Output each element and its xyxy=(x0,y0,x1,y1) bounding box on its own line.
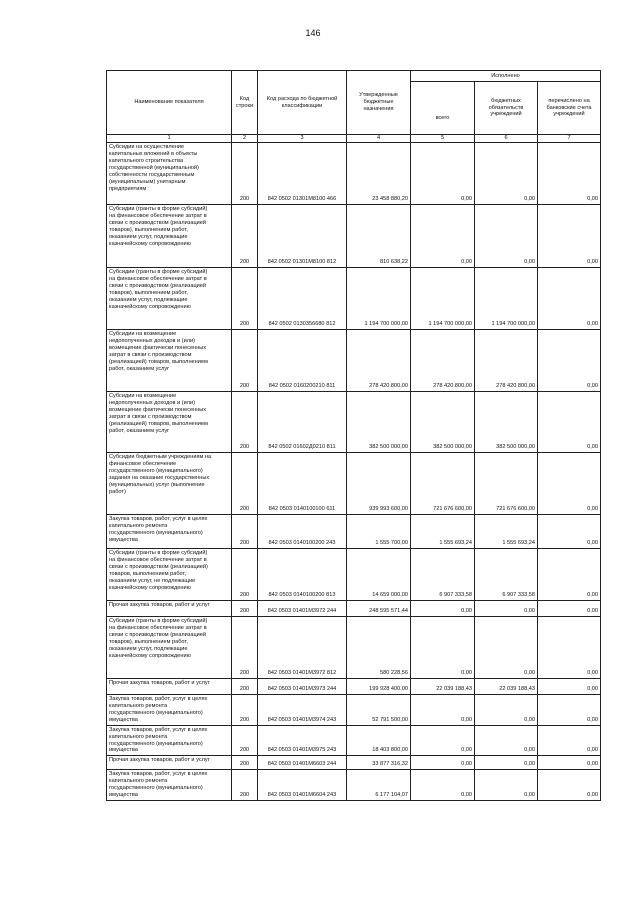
row-approved-text: 52 791 500,00 xyxy=(372,716,408,723)
row-kbk-text: 842 0502 0160200210 811 xyxy=(268,383,336,390)
row-kbk xyxy=(258,756,347,770)
row-kbk xyxy=(258,679,347,695)
row-executed-total-text: 278 420 800,00 xyxy=(433,383,472,390)
row-approved-text: 580 228,56 xyxy=(380,670,408,677)
row-executed-obligations-text: 22 039 188,43 xyxy=(499,686,535,693)
row-executed-obligations-text: 0,00 xyxy=(524,761,535,768)
row-name xyxy=(107,601,232,617)
row-code xyxy=(232,392,258,453)
budget-execution-table xyxy=(106,70,601,801)
row-name-text: Закупка товаров, работ, услуг в целях капитального ремонта государственного (муниципального) имущества xyxy=(109,726,208,754)
row-name-text: Субсидии (гранты в форме субсидий) на финансовое обеспечение затрат в связи с производством (реализацией товаров), выполнением работ, оказанием услуг, подлежащие казначейскому сопровождению xyxy=(109,269,208,310)
row-executed-transferred-text: 0,00 xyxy=(587,747,599,754)
row-name xyxy=(107,515,232,549)
table-row xyxy=(107,392,601,453)
row-executed-total-text: 1 194 700 000,00 xyxy=(428,321,472,328)
row-code xyxy=(232,143,258,205)
row-code-text: 200 xyxy=(239,670,250,677)
row-executed-transferred-text: 0,00 xyxy=(587,670,599,677)
row-kbk xyxy=(258,515,347,549)
row-name-text: Закупка товаров, работ, услуг в целях капитального ремонта государственного (муниципального) имущества xyxy=(109,516,208,543)
row-code-text: 200 xyxy=(239,444,250,451)
row-executed-obligations xyxy=(475,453,538,515)
row-executed-obligations-text: 0,00 xyxy=(524,608,535,615)
row-executed-total xyxy=(411,330,475,392)
row-executed-total-text: 0,00 xyxy=(461,747,472,754)
row-code-text: 200 xyxy=(239,716,250,723)
header-total: всего xyxy=(411,82,475,135)
row-approved-text: 1 555 700,00 xyxy=(375,540,408,547)
row-approved xyxy=(347,679,411,695)
row-name-text: Субсидии на возмещение недополученных доходов и (или) возмещение фактически понесенных затрат в связи с производством (реализацией) товаров, выполнением работ, оказанием услуг xyxy=(109,331,208,372)
row-code-text: 200 xyxy=(239,792,250,799)
row-code xyxy=(232,695,258,726)
table-row xyxy=(107,330,601,392)
row-executed-transferred xyxy=(538,695,601,726)
row-name xyxy=(107,392,232,453)
row-code-text: 200 xyxy=(239,686,250,693)
row-executed-obligations xyxy=(475,679,538,695)
row-executed-transferred-text: 0,00 xyxy=(587,608,599,615)
row-approved xyxy=(347,617,411,679)
row-executed-obligations xyxy=(475,695,538,726)
row-code-text: 200 xyxy=(239,592,250,599)
row-kbk-text: 842 0502 0130356680 812 xyxy=(268,321,336,328)
column-number: 2 xyxy=(232,135,258,143)
row-kbk xyxy=(258,549,347,601)
row-code xyxy=(232,515,258,549)
row-executed-total xyxy=(411,549,475,601)
row-approved xyxy=(347,695,411,726)
row-code-text: 200 xyxy=(239,506,250,513)
row-executed-total-text: 0,00 xyxy=(461,196,472,203)
row-name-text: Субсидии (гранты в форме субсидий) на финансовое обеспечение затрат в связи с производством (реализацией товаров), выполнением работ, оказанием услуг, подлежащие казначейскому сопровождению xyxy=(109,618,208,659)
row-executed-obligations-text: 0,00 xyxy=(524,259,535,266)
row-code-text: 200 xyxy=(239,196,250,203)
row-executed-total-text: 0,00 xyxy=(461,608,472,615)
row-approved xyxy=(347,515,411,549)
row-approved-text: 278 420 800,00 xyxy=(369,383,408,390)
row-kbk xyxy=(258,453,347,515)
row-name xyxy=(107,330,232,392)
row-executed-obligations xyxy=(475,617,538,679)
row-approved-text: 18 403 800,00 xyxy=(372,747,408,754)
row-executed-transferred xyxy=(538,205,601,268)
row-name xyxy=(107,695,232,726)
row-executed-total xyxy=(411,770,475,801)
header-code: Код строки xyxy=(232,71,258,135)
row-approved xyxy=(347,549,411,601)
row-executed-obligations xyxy=(475,515,538,549)
row-name-text: Субсидии на осуществление капитальных вложений в объекты капитального строительства государственной (муниципальной) собственности государственным (муниципальным) унитарным предприятиям xyxy=(109,144,199,192)
row-executed-total-text: 0,00 xyxy=(461,716,472,723)
row-executed-transferred xyxy=(538,392,601,453)
row-executed-obligations-text: 0,00 xyxy=(524,792,535,799)
table-row xyxy=(107,549,601,601)
row-kbk-text: 842 0502 01301М8100 812 xyxy=(267,259,337,266)
page-number: 146 xyxy=(305,28,321,38)
header-kbk: Код расхода по бюджетной классификации xyxy=(258,71,347,135)
row-approved-text: 14 659 000,00 xyxy=(372,592,408,599)
row-code xyxy=(232,756,258,770)
row-name-text: Субсидии (гранты в форме субсидий) на финансовое обеспечение затрат в связи с производством (реализацией товаров), выполнением работ, оказанием услуг, подлежащие казначейскому сопровождению xyxy=(109,206,208,247)
row-kbk-text: 842 0503 01401М6603 244 xyxy=(267,761,337,768)
row-name-text: Субсидии бюджетным учреждениям на финансовое обеспечение государственного (муниципального) задания на оказание государственных (муниципальных) услуг (выполнение работ) xyxy=(109,454,212,495)
row-executed-total xyxy=(411,392,475,453)
row-approved-text: 382 500 000,00 xyxy=(369,444,408,451)
row-code xyxy=(232,549,258,601)
row-executed-transferred xyxy=(538,679,601,695)
row-code xyxy=(232,205,258,268)
header-budget-obligations: бюджетных обязательств учреждений xyxy=(475,82,538,135)
row-executed-transferred-text: 0,00 xyxy=(587,716,599,723)
row-executed-obligations xyxy=(475,205,538,268)
table-row xyxy=(107,725,601,756)
row-kbk xyxy=(258,601,347,617)
column-number: 3 xyxy=(258,135,347,143)
row-executed-total xyxy=(411,679,475,695)
row-code-text: 200 xyxy=(239,608,250,615)
header-executed: Исполнено xyxy=(411,71,601,82)
row-kbk-text: 842 0503 0140100100 611 xyxy=(268,506,336,513)
row-executed-obligations xyxy=(475,601,538,617)
row-kbk-text: 842 0503 01401М6604 243 xyxy=(267,792,337,799)
table-row xyxy=(107,770,601,801)
row-approved xyxy=(347,330,411,392)
row-executed-total-text: 1 555 693,24 xyxy=(439,540,472,547)
row-code xyxy=(232,601,258,617)
column-number-row xyxy=(107,135,601,143)
row-code-text: 200 xyxy=(239,259,250,266)
row-executed-transferred-text: 0,00 xyxy=(587,686,599,693)
row-kbk xyxy=(258,268,347,330)
header-approved: Утвержденные бюджетные назначения xyxy=(347,71,411,135)
table-row xyxy=(107,617,601,679)
row-executed-transferred-text: 0,00 xyxy=(587,592,599,599)
column-number: 4 xyxy=(347,135,411,143)
row-approved xyxy=(347,601,411,617)
row-executed-total xyxy=(411,143,475,205)
row-executed-transferred xyxy=(538,453,601,515)
row-kbk-text: 842 0503 0140100200 813 xyxy=(268,592,336,599)
row-approved xyxy=(347,725,411,756)
row-kbk-text: 842 0503 01401М3972 812 xyxy=(267,670,337,677)
row-name-text: Прочая закупка товаров, работ и услуг xyxy=(109,602,210,608)
row-name-text: Закупка товаров, работ, услуг в целях капитального ремонта государственного (муниципального) имущества xyxy=(109,771,208,799)
row-executed-total xyxy=(411,756,475,770)
row-executed-obligations-text: 278 420 800,00 xyxy=(496,383,535,390)
row-approved-text: 939 993 600,00 xyxy=(369,506,408,513)
row-executed-transferred-text: 0,00 xyxy=(587,444,599,451)
row-executed-total-text: 22 039 188,43 xyxy=(436,686,472,693)
table-body xyxy=(107,143,601,801)
row-name xyxy=(107,143,232,205)
row-kbk-text: 842 0503 01401М3975 243 xyxy=(267,747,337,754)
row-executed-total xyxy=(411,515,475,549)
row-executed-total xyxy=(411,268,475,330)
row-executed-obligations xyxy=(475,770,538,801)
row-code xyxy=(232,679,258,695)
row-executed-total xyxy=(411,601,475,617)
row-name-text: Прочая закупка товаров, работ и услуг xyxy=(109,757,210,764)
row-executed-transferred-text: 0,00 xyxy=(587,540,599,547)
row-name xyxy=(107,268,232,330)
row-name xyxy=(107,756,232,770)
row-code xyxy=(232,453,258,515)
column-number: 6 xyxy=(475,135,538,143)
row-kbk xyxy=(258,330,347,392)
row-executed-total-text: 0,00 xyxy=(461,761,472,768)
row-executed-obligations-text: 0,00 xyxy=(524,747,535,754)
row-executed-total-text: 6 907 333,58 xyxy=(439,592,472,599)
row-executed-obligations-text: 382 500 000,00 xyxy=(496,444,535,451)
row-approved xyxy=(347,268,411,330)
row-kbk-text: 842 0502 01602Д0210 811 xyxy=(268,444,336,451)
row-executed-total-text: 721 676 600,00 xyxy=(433,506,472,513)
table-row xyxy=(107,205,601,268)
row-approved-text: 33 877 316,32 xyxy=(372,761,408,768)
row-executed-obligations-text: 6 907 333,58 xyxy=(502,592,535,599)
row-kbk-text: 842 0503 01401М3974 243 xyxy=(267,716,337,723)
row-executed-obligations xyxy=(475,549,538,601)
row-approved xyxy=(347,453,411,515)
row-executed-obligations xyxy=(475,143,538,205)
row-executed-transferred-text: 0,00 xyxy=(587,259,599,266)
row-executed-obligations-text: 721 676 600,00 xyxy=(496,506,535,513)
row-executed-total xyxy=(411,695,475,726)
header-transferred: перечислено на банковские счета учреждений xyxy=(538,82,601,135)
row-executed-transferred-text: 0,00 xyxy=(587,383,599,390)
row-name-text: Субсидии на возмещение недополученных доходов и (или) возмещение фактически понесенных затрат в связи с производством (реализацией) товаров, выполнением работ, оказанием услуг xyxy=(109,393,208,434)
row-approved xyxy=(347,392,411,453)
row-approved-text: 199 928 400,00 xyxy=(369,686,408,693)
row-executed-transferred-text: 0,00 xyxy=(587,506,599,513)
row-kbk-text: 842 0503 0140100200 243 xyxy=(268,540,336,547)
row-kbk xyxy=(258,143,347,205)
row-executed-total-text: 382 500 000,00 xyxy=(433,444,472,451)
row-kbk xyxy=(258,205,347,268)
row-executed-obligations-text: 0,00 xyxy=(524,670,535,677)
column-number: 5 xyxy=(411,135,475,143)
row-approved xyxy=(347,205,411,268)
row-name xyxy=(107,770,232,801)
row-kbk xyxy=(258,617,347,679)
row-name-text: Субсидии (гранты в форме субсидий) на финансовое обеспечение затрат в связи с производством (реализацией) товаров, выполнением работ, оказанием услуг, не подлежащие казначейскому сопровождению xyxy=(109,550,208,591)
row-executed-obligations xyxy=(475,725,538,756)
row-executed-obligations-text: 1 555 693,24 xyxy=(502,540,535,547)
table-row xyxy=(107,515,601,549)
row-code xyxy=(232,770,258,801)
table-row xyxy=(107,601,601,617)
row-code xyxy=(232,725,258,756)
row-kbk-text: 842 0503 01401М3972 244 xyxy=(267,608,337,615)
row-executed-total-text: 0,00 xyxy=(461,259,472,266)
table-row xyxy=(107,143,601,205)
row-executed-total xyxy=(411,205,475,268)
row-approved-text: 248 595 571,44 xyxy=(369,608,408,615)
row-executed-transferred xyxy=(538,330,601,392)
row-executed-obligations xyxy=(475,392,538,453)
row-kbk xyxy=(258,770,347,801)
row-name xyxy=(107,205,232,268)
row-code-text: 200 xyxy=(239,321,250,328)
row-executed-obligations-text: 0,00 xyxy=(524,196,535,203)
table-row xyxy=(107,679,601,695)
row-executed-transferred xyxy=(538,143,601,205)
row-name xyxy=(107,725,232,756)
row-approved-text: 1 194 700 000,00 xyxy=(364,321,408,328)
table-row xyxy=(107,453,601,515)
row-executed-transferred xyxy=(538,725,601,756)
row-kbk xyxy=(258,725,347,756)
row-kbk-text: 842 0502 01301М8100 466 xyxy=(267,196,337,203)
row-code-text: 200 xyxy=(239,383,250,390)
row-name xyxy=(107,453,232,515)
row-executed-transferred-text: 0,00 xyxy=(587,792,599,799)
row-executed-transferred xyxy=(538,617,601,679)
row-name xyxy=(107,679,232,695)
row-executed-transferred xyxy=(538,770,601,801)
row-executed-transferred-text: 0,00 xyxy=(587,321,599,328)
row-executed-total-text: 0,00 xyxy=(461,792,472,799)
row-executed-transferred xyxy=(538,756,601,770)
row-code-text: 200 xyxy=(239,540,250,547)
row-executed-obligations xyxy=(475,268,538,330)
column-number: 1 xyxy=(107,135,232,143)
row-code xyxy=(232,330,258,392)
row-approved-text: 23 458 880,20 xyxy=(372,196,408,203)
row-executed-transferred-text: 0,00 xyxy=(587,196,599,203)
row-executed-transferred xyxy=(538,601,601,617)
table-row xyxy=(107,695,601,726)
row-approved xyxy=(347,770,411,801)
row-code xyxy=(232,268,258,330)
row-executed-transferred-text: 0,00 xyxy=(587,761,599,768)
row-approved-text: 6 177 104,07 xyxy=(375,792,408,799)
row-executed-obligations xyxy=(475,330,538,392)
row-code-text: 200 xyxy=(239,747,250,754)
row-code xyxy=(232,617,258,679)
row-kbk xyxy=(258,695,347,726)
row-approved-text: 810 638,22 xyxy=(380,259,408,266)
row-code-text: 200 xyxy=(239,761,250,768)
row-executed-transferred xyxy=(538,268,601,330)
row-executed-transferred xyxy=(538,549,601,601)
row-executed-obligations-text: 0,00 xyxy=(524,716,535,723)
row-executed-total xyxy=(411,453,475,515)
row-name xyxy=(107,549,232,601)
row-name-text: Закупка товаров, работ, услуг в целях капитального ремонта государственного (муниципального) имущества xyxy=(109,696,208,723)
row-name xyxy=(107,617,232,679)
row-executed-transferred xyxy=(538,515,601,549)
row-executed-total xyxy=(411,725,475,756)
row-kbk-text: 842 0503 01401М3973 244 xyxy=(267,686,337,693)
row-name-text: Прочая закупка товаров, работ и услуг xyxy=(109,680,210,686)
row-executed-total-text: 0,00 xyxy=(461,670,472,677)
row-executed-obligations-text: 1 194 700 000,00 xyxy=(491,321,535,328)
row-approved xyxy=(347,756,411,770)
row-approved xyxy=(347,143,411,205)
header-name: Наименование показателя xyxy=(107,71,232,135)
row-kbk xyxy=(258,392,347,453)
row-executed-total xyxy=(411,617,475,679)
row-executed-obligations xyxy=(475,756,538,770)
column-number: 7 xyxy=(538,135,601,143)
table-row xyxy=(107,268,601,330)
table-row xyxy=(107,756,601,770)
